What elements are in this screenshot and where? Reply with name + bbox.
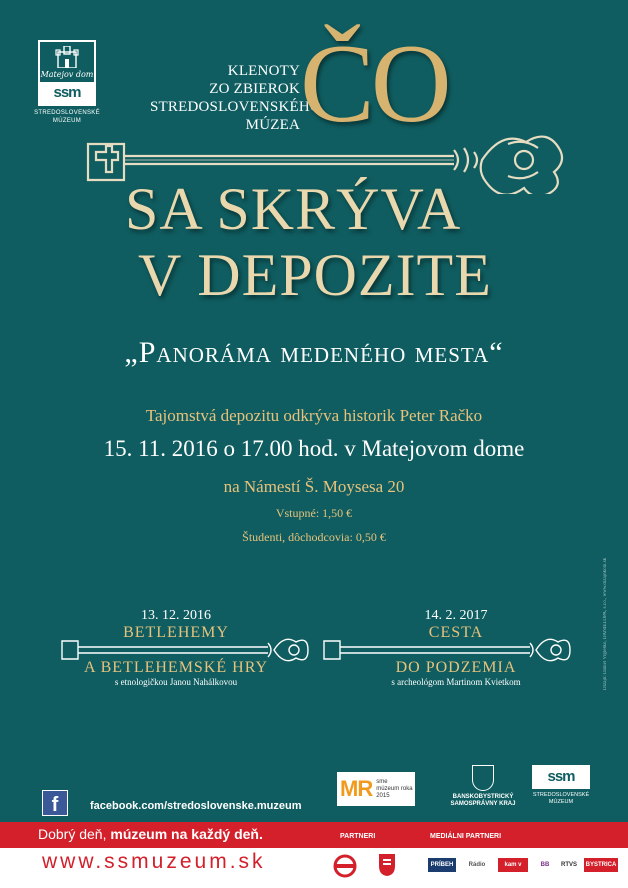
logo-abbr: ssm bbox=[40, 82, 94, 104]
media-logo: RTVS bbox=[560, 862, 577, 868]
castle-icon bbox=[52, 46, 82, 68]
event-title: A BETLEHEMSKÉ HRY bbox=[83, 659, 269, 676]
facebook-link[interactable]: facebook.com/stredoslovenske.muzeum bbox=[90, 800, 302, 812]
logo-script-name: Matejov dom bbox=[40, 69, 94, 79]
event-card bbox=[58, 659, 294, 687]
shield-icon bbox=[472, 765, 494, 791]
bbsk-text-line: SAMOSPRÁVNY KRAJ bbox=[450, 801, 516, 807]
event-speaker: s etnologičkou Janou Nahálkovou bbox=[114, 677, 238, 687]
bbsk-text-line: BANSKOBYSTRICKÝ bbox=[452, 794, 514, 800]
mr-text-line: sme bbox=[376, 778, 388, 785]
media-logo: PRÍBEH MESTA bbox=[428, 858, 456, 872]
slogan bbox=[38, 826, 263, 842]
slogan-bold: múzeum na každý deň. bbox=[110, 826, 263, 842]
media-logo: BYSTRICA bbox=[584, 858, 618, 872]
klenoty-line: ZO ZBIEROK bbox=[209, 81, 300, 97]
media-logo: BB bbox=[540, 862, 550, 868]
facebook-icon[interactable]: f bbox=[42, 790, 68, 816]
ssm-small-abbr: ssm bbox=[532, 765, 590, 789]
klenoty-text bbox=[150, 62, 321, 134]
title-line-1: SA SKRÝVA bbox=[125, 176, 462, 242]
klenoty-line: MÚZEA bbox=[245, 117, 300, 133]
partner-logo-icon bbox=[332, 853, 358, 879]
media-logo: kam v meste bbox=[498, 858, 528, 872]
ssm-small-text bbox=[530, 792, 592, 806]
event-date: 13. 12. 2016 bbox=[141, 608, 211, 623]
event-title: BETLEHEMY bbox=[123, 624, 229, 641]
event-date: 14. 2. 2017 bbox=[424, 608, 488, 623]
event-card bbox=[338, 659, 574, 687]
logo-caption bbox=[30, 109, 104, 125]
detail-lecturer: Tajomstvá depozitu odkrýva historik Peter Račko bbox=[145, 406, 483, 425]
klenoty-line: STREDOSLOVENSKÉHO bbox=[150, 99, 321, 115]
klenoty-line: KLENOTY bbox=[227, 63, 300, 79]
logo-caption-line: STREDOSLOVENSKÉ bbox=[34, 110, 100, 116]
title-line-2: V DEPOZITE bbox=[138, 242, 492, 308]
event-subtitle: „Panoráma medeného mesta“ bbox=[124, 336, 504, 369]
detail-date-place: 15. 11. 2016 o 17.00 hod. v Matejovom dome bbox=[103, 436, 525, 461]
mr-text bbox=[372, 779, 412, 800]
detail-address: na Námestí Š. Moysesa 20 bbox=[223, 477, 405, 496]
logo-caption-line: MÚZEUM bbox=[52, 118, 82, 124]
title-co: ČO bbox=[300, 22, 448, 146]
media-partners-label: MEDIÁLNI PARTNERI bbox=[430, 833, 502, 840]
muzeum-roka-logo bbox=[337, 772, 415, 806]
bbsk-text bbox=[438, 794, 528, 808]
mr-text-line: múzeum roka bbox=[376, 785, 413, 792]
ssm-logo bbox=[38, 40, 96, 106]
event-speaker: s archeológom Martinom Kvietkom bbox=[391, 677, 521, 687]
ssm-small-text-line: MÚZEUM bbox=[548, 799, 574, 805]
city-coat-of-arms-icon bbox=[378, 853, 396, 877]
partners-label: PARTNERI bbox=[340, 833, 376, 840]
mr-text-line: 2015 bbox=[376, 792, 390, 799]
ssm-small-text-line: STREDOSLOVENSKÉ bbox=[532, 792, 590, 798]
media-logo: Rádio bbox=[468, 862, 486, 868]
event-title: DO PODZEMIA bbox=[395, 659, 517, 676]
detail-price-reduced: Študenti, dôchodcovia: 0,50 € bbox=[242, 530, 386, 544]
bbsk-logo bbox=[438, 765, 528, 808]
mr-letters: MR bbox=[340, 776, 373, 801]
logo-top bbox=[40, 42, 94, 82]
slogan-text: Dobrý deň, bbox=[38, 826, 111, 842]
ssm-small-logo bbox=[530, 765, 592, 806]
detail-price: Vstupné: 1,50 € bbox=[275, 506, 353, 520]
design-credits: Dizajn: Daniel Vrgleško, DANIELOPA, s.r.o., www.dizajnkoni.sk bbox=[603, 557, 608, 690]
event-title: CESTA bbox=[428, 624, 484, 641]
website-link[interactable]: www.ssmuzeum.sk bbox=[42, 850, 266, 873]
